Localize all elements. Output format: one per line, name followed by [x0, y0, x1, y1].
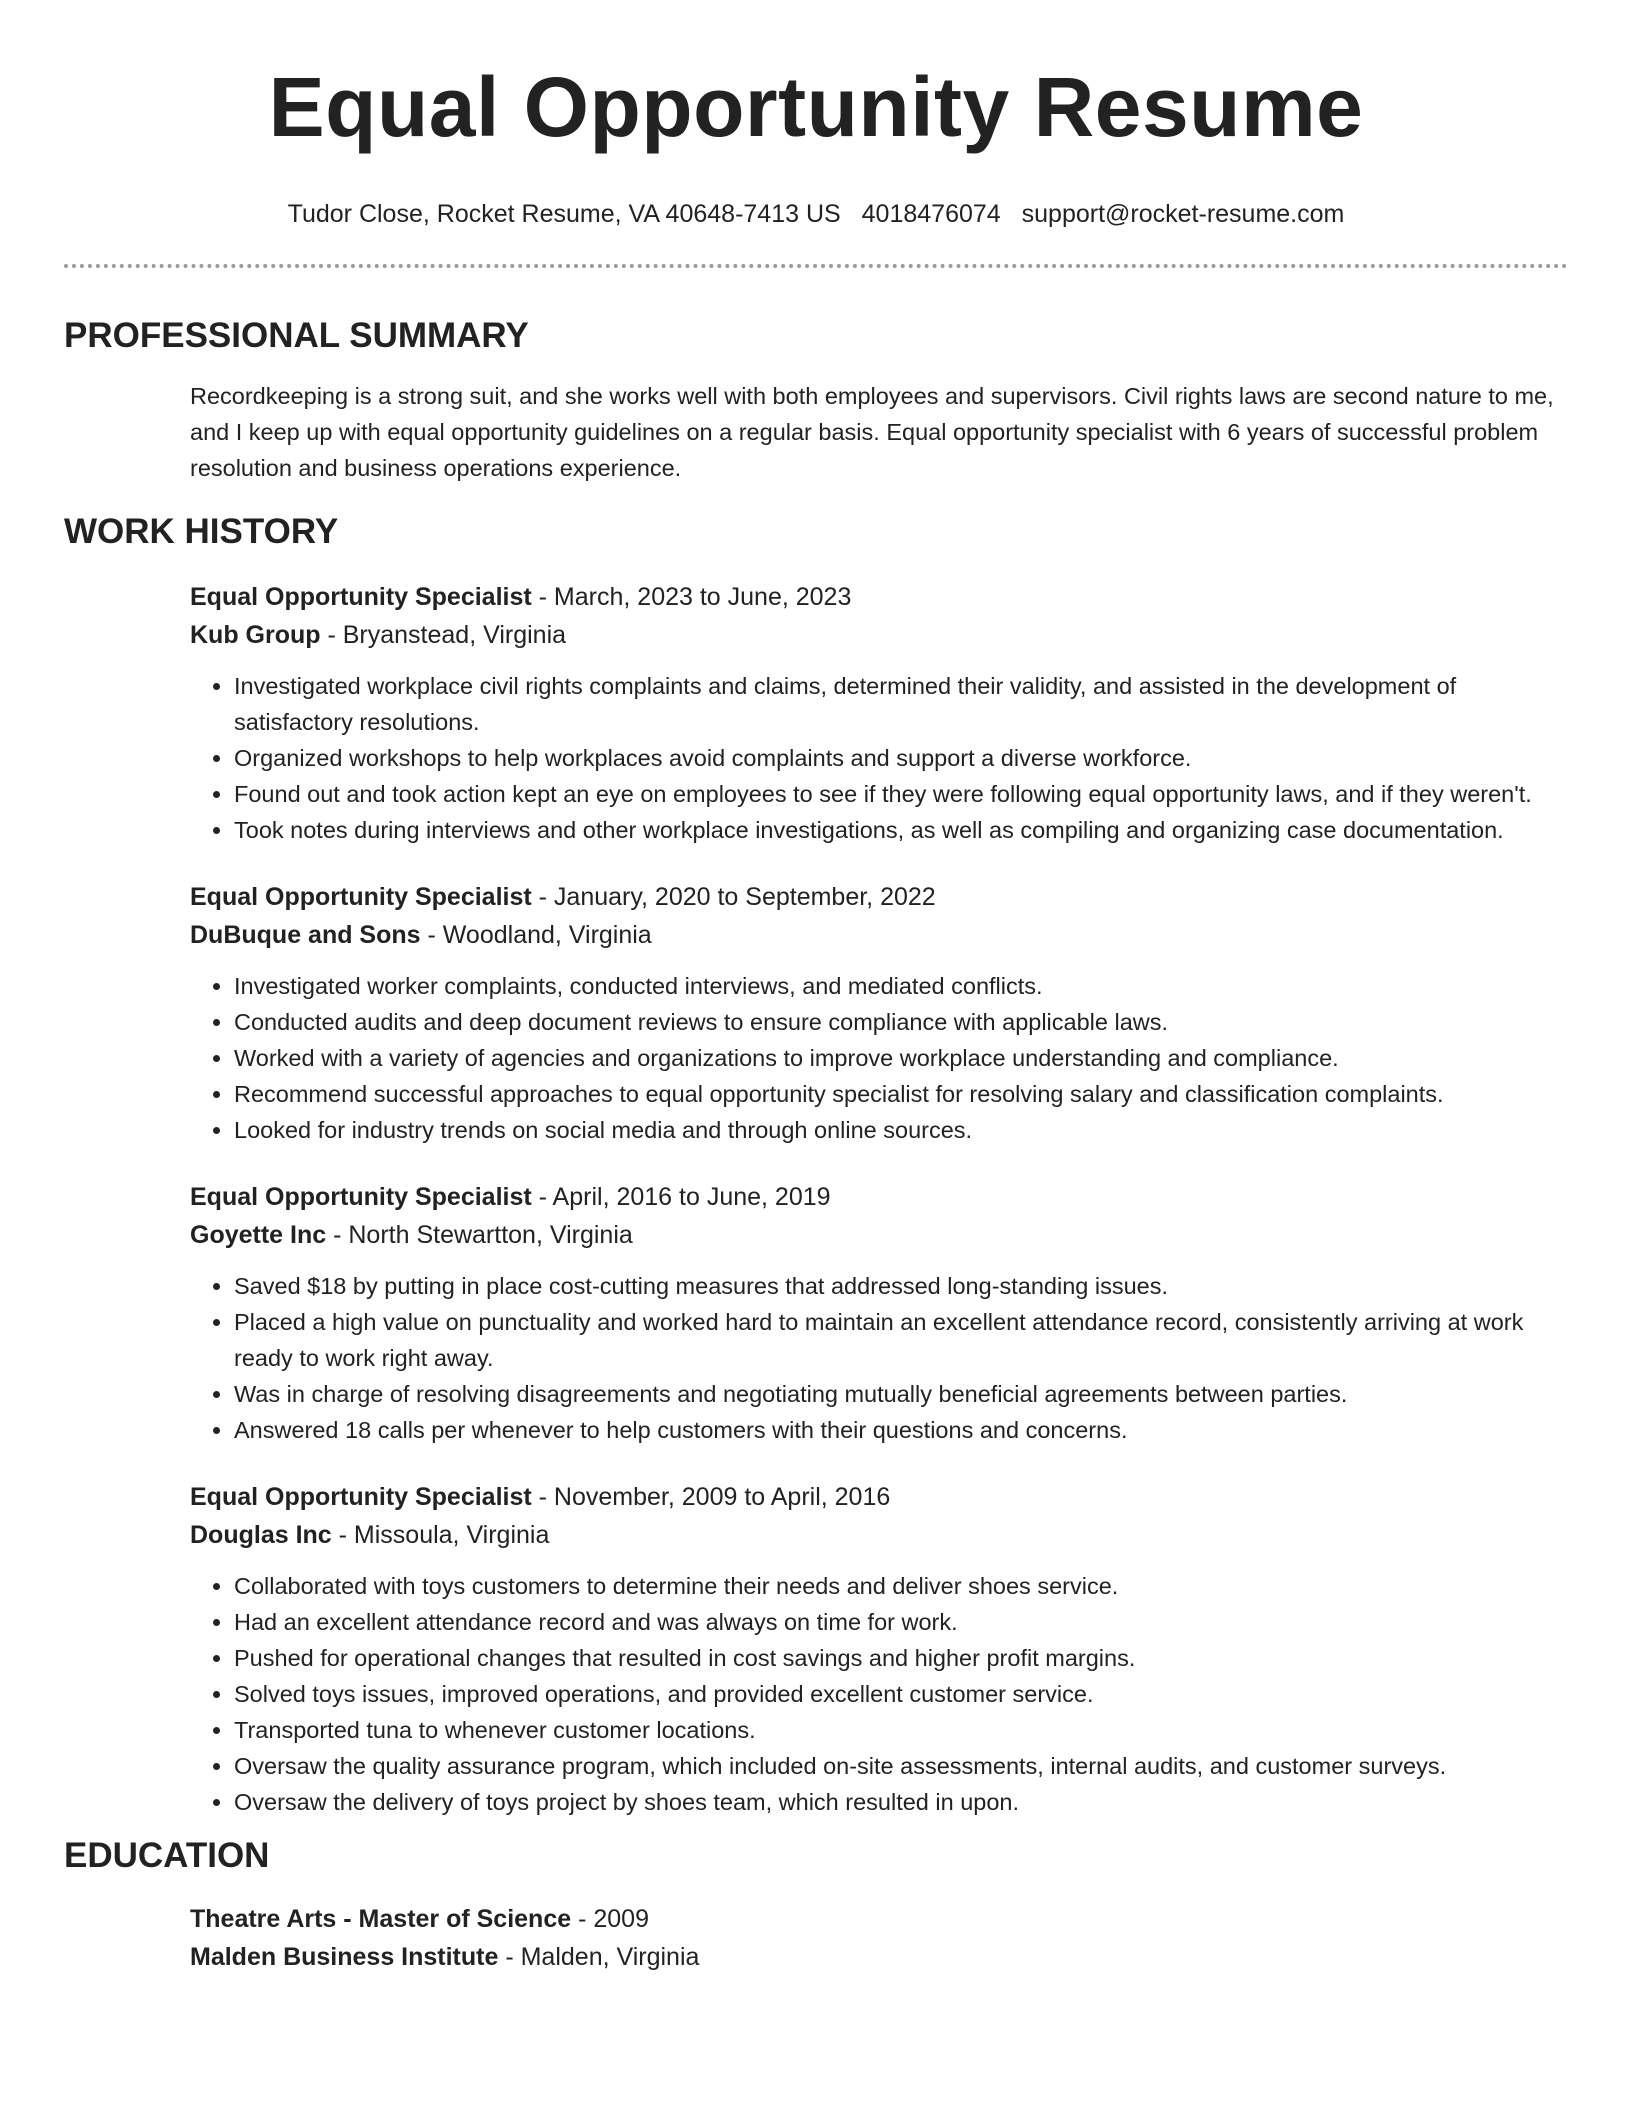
job-company-line: [190, 916, 1568, 954]
job-role: Equal Opportunity Specialist: [190, 583, 532, 611]
summary-text: Recordkeeping is a strong suit, and she works well with both employees and supervisors. Civil rights laws are second nature to me, and I keep up with equal opportunity guidelines on a regular basis. Equal opportunity specialist with 6 years of successful problem resolution and business operations experience.: [190, 383, 1554, 481]
job-bullets: [190, 1268, 1568, 1448]
education-location: - Malden, Virginia: [498, 1943, 700, 1971]
job-location: - North Stewartton, Virginia: [326, 1221, 633, 1249]
job-company-line: [190, 616, 1568, 654]
job-bullet: • Oversaw the delivery of toys project by shoes team, which resulted in upon.: [234, 1784, 1568, 1820]
job-bullet: • Conducted audits and deep document reviews to ensure compliance with applicable laws.: [234, 1004, 1568, 1040]
summary-section: [64, 314, 1568, 486]
education-year: - 2009: [571, 1905, 649, 1933]
job-dates: - January, 2020 to September, 2022: [531, 883, 936, 911]
job-location: - Bryanstead, Virginia: [320, 621, 567, 649]
job-bullet: • Found out and took action kept an eye on employees to see if they were following equal opportunity laws, and if they weren't.: [234, 776, 1568, 812]
contact-email: support@rocket-resume.com: [1021, 200, 1345, 228]
job-role-line: [190, 578, 1568, 616]
job-company-line: [190, 1516, 1568, 1554]
education-degree-line: [190, 1900, 1568, 1938]
job-company: Douglas Inc: [190, 1521, 332, 1549]
job-entry: [190, 1178, 1568, 1448]
job-bullet: • Solved toys issues, improved operations, and provided excellent customer service.: [234, 1676, 1568, 1712]
job-role-line: [190, 1178, 1568, 1216]
job-dates: - November, 2009 to April, 2016: [531, 1483, 891, 1511]
job-company: Goyette Inc: [190, 1221, 327, 1249]
work-history-section: [64, 510, 1568, 1820]
job-bullet: • Placed a high value on punctuality and worked hard to maintain an excellent attendance record, consistently arriving at work ready to work right away.: [234, 1304, 1568, 1376]
job-bullet: • Recommend successful approaches to equal opportunity specialist for resolving salary and classification complaints.: [234, 1076, 1568, 1112]
job-bullet: • Worked with a variety of agencies and organizations to improve workplace understanding and compliance.: [234, 1040, 1568, 1076]
job-role-line: [190, 878, 1568, 916]
education-school: Malden Business Institute: [190, 1943, 499, 1971]
work-history-body: [64, 578, 1568, 1820]
job-dates: - April, 2016 to June, 2019: [531, 1183, 831, 1211]
job-bullet: • Saved $18 by putting in place cost-cutting measures that addressed long-standing issues.: [234, 1268, 1568, 1304]
job-bullet: • Looked for industry trends on social media and through online sources.: [234, 1112, 1568, 1148]
education-school-line: [190, 1938, 1568, 1976]
job-bullet: • Answered 18 calls per whenever to help customers with their questions and concerns.: [234, 1412, 1568, 1448]
job-bullet: • Investigated workplace civil rights complaints and claims, determined their validity, and assisted in the development of satisfactory resolutions.: [234, 668, 1568, 740]
contact-address: Tudor Close, Rocket Resume, VA 40648-7413 US: [287, 200, 841, 228]
job-location: - Woodland, Virginia: [420, 921, 652, 949]
job-role-line: [190, 1478, 1568, 1516]
job-bullet: • Investigated worker complaints, conducted interviews, and mediated conflicts.: [234, 968, 1568, 1004]
job-role: Equal Opportunity Specialist: [190, 1183, 532, 1211]
job-bullet: • Transported tuna to whenever customer locations.: [234, 1712, 1568, 1748]
resume-header: [64, 0, 1568, 268]
job-bullet: • Was in charge of resolving disagreements and negotiating mutually beneficial agreements between parties.: [234, 1376, 1568, 1412]
contact-phone: 4018476074: [861, 200, 1001, 228]
work-history-title: WORK HISTORY: [64, 512, 339, 551]
summary-body: [64, 378, 1568, 486]
job-company: Kub Group: [190, 621, 321, 649]
job-role: Equal Opportunity Specialist: [190, 883, 532, 911]
education-title: EDUCATION: [64, 1836, 270, 1875]
job-bullet: • Pushed for operational changes that resulted in cost savings and higher profit margins.: [234, 1640, 1568, 1676]
job-dates: - March, 2023 to June, 2023: [531, 583, 852, 611]
job-company: DuBuque and Sons: [190, 921, 421, 949]
job-entry: [190, 1478, 1568, 1820]
job-bullet: • Organized workshops to help workplaces avoid complaints and support a diverse workforce.: [234, 740, 1568, 776]
job-entry: [190, 578, 1568, 848]
contact-line: [64, 198, 1568, 230]
resume-name: Equal Opportunity Resume: [268, 60, 1364, 154]
job-bullets: [190, 668, 1568, 848]
education-section: [64, 1834, 1568, 1976]
job-location: - Missoula, Virginia: [331, 1521, 550, 1549]
education-degree: Theatre Arts - Master of Science: [190, 1905, 572, 1933]
job-bullet: • Took notes during interviews and other workplace investigations, as well as compiling and organizing case documentation.: [234, 812, 1568, 848]
job-bullet: • Oversaw the quality assurance program, which included on-site assessments, internal audits, and customer surveys.: [234, 1748, 1568, 1784]
job-bullets: [190, 1568, 1568, 1820]
job-company-line: [190, 1216, 1568, 1254]
job-bullet: • Collaborated with toys customers to determine their needs and deliver shoes service.: [234, 1568, 1568, 1604]
job-entry: [190, 878, 1568, 1148]
job-bullet: • Had an excellent attendance record and was always on time for work.: [234, 1604, 1568, 1640]
summary-title: PROFESSIONAL SUMMARY: [64, 316, 529, 355]
education-body: [64, 1900, 1568, 1976]
job-bullets: [190, 968, 1568, 1148]
job-role: Equal Opportunity Specialist: [190, 1483, 532, 1511]
header-divider: [64, 264, 1568, 268]
